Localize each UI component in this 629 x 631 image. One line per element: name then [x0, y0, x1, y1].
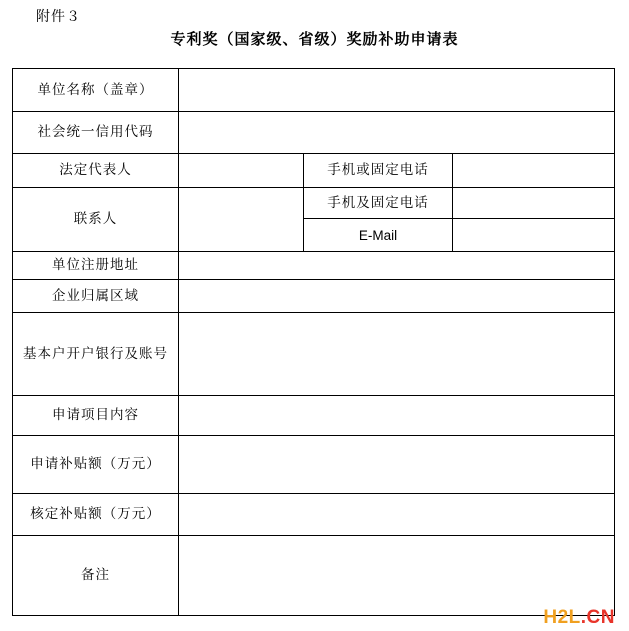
bank-field[interactable]: [179, 313, 615, 396]
site-watermark: [543, 607, 615, 629]
contact-phone-label: 手机及固定电话: [304, 188, 453, 219]
email-label: E-Mail: [304, 219, 453, 252]
applied-subsidy-label: 申请补贴额（万元）: [13, 436, 179, 494]
row-legal-rep: [13, 154, 615, 188]
applied-subsidy-field[interactable]: [179, 436, 615, 494]
row-remarks: [13, 536, 615, 616]
address-label: 单位注册地址: [13, 252, 179, 280]
row-credit-code: [13, 112, 615, 154]
legal-rep-phone-label: 手机或固定电话: [304, 154, 453, 188]
bank-label: 基本户开户银行及账号: [13, 313, 179, 396]
remarks-label: 备注: [13, 536, 179, 616]
row-approved-subsidy: [13, 494, 615, 536]
credit-code-field[interactable]: [179, 112, 615, 154]
attachment-label: 附件３: [36, 9, 81, 25]
legal-rep-phone-field[interactable]: [453, 154, 615, 188]
approved-subsidy-label: 核定补贴额（万元）: [13, 494, 179, 536]
email-field[interactable]: [453, 219, 615, 252]
contact-field[interactable]: [179, 188, 304, 252]
region-label: 企业归属区域: [13, 280, 179, 313]
row-applied-subsidy: [13, 436, 615, 494]
approved-subsidy-field[interactable]: [179, 494, 615, 536]
unit-name-label: 单位名称（盖章）: [13, 69, 179, 112]
row-unit-name: [13, 69, 615, 112]
address-field[interactable]: [179, 252, 615, 280]
remarks-field[interactable]: [179, 536, 615, 616]
row-bank: [13, 313, 615, 396]
row-project: [13, 396, 615, 436]
row-region: [13, 280, 615, 313]
region-field[interactable]: [179, 280, 615, 313]
legal-rep-label: 法定代表人: [13, 154, 179, 188]
project-label: 申请项目内容: [13, 396, 179, 436]
page-title: 专利奖（国家级、省级）奖励补助申请表: [170, 30, 459, 48]
project-field[interactable]: [179, 396, 615, 436]
unit-name-field[interactable]: [179, 69, 615, 112]
row-address: [13, 252, 615, 280]
credit-code-label: 社会统一信用代码: [13, 112, 179, 154]
application-form-table: [12, 68, 615, 616]
contact-label: 联系人: [13, 188, 179, 252]
contact-phone-field[interactable]: [453, 188, 615, 219]
watermark-part-b: .CN: [580, 607, 615, 628]
legal-rep-field[interactable]: [179, 154, 304, 188]
row-contact: [13, 188, 615, 219]
watermark-part-a: H2L: [543, 607, 581, 628]
